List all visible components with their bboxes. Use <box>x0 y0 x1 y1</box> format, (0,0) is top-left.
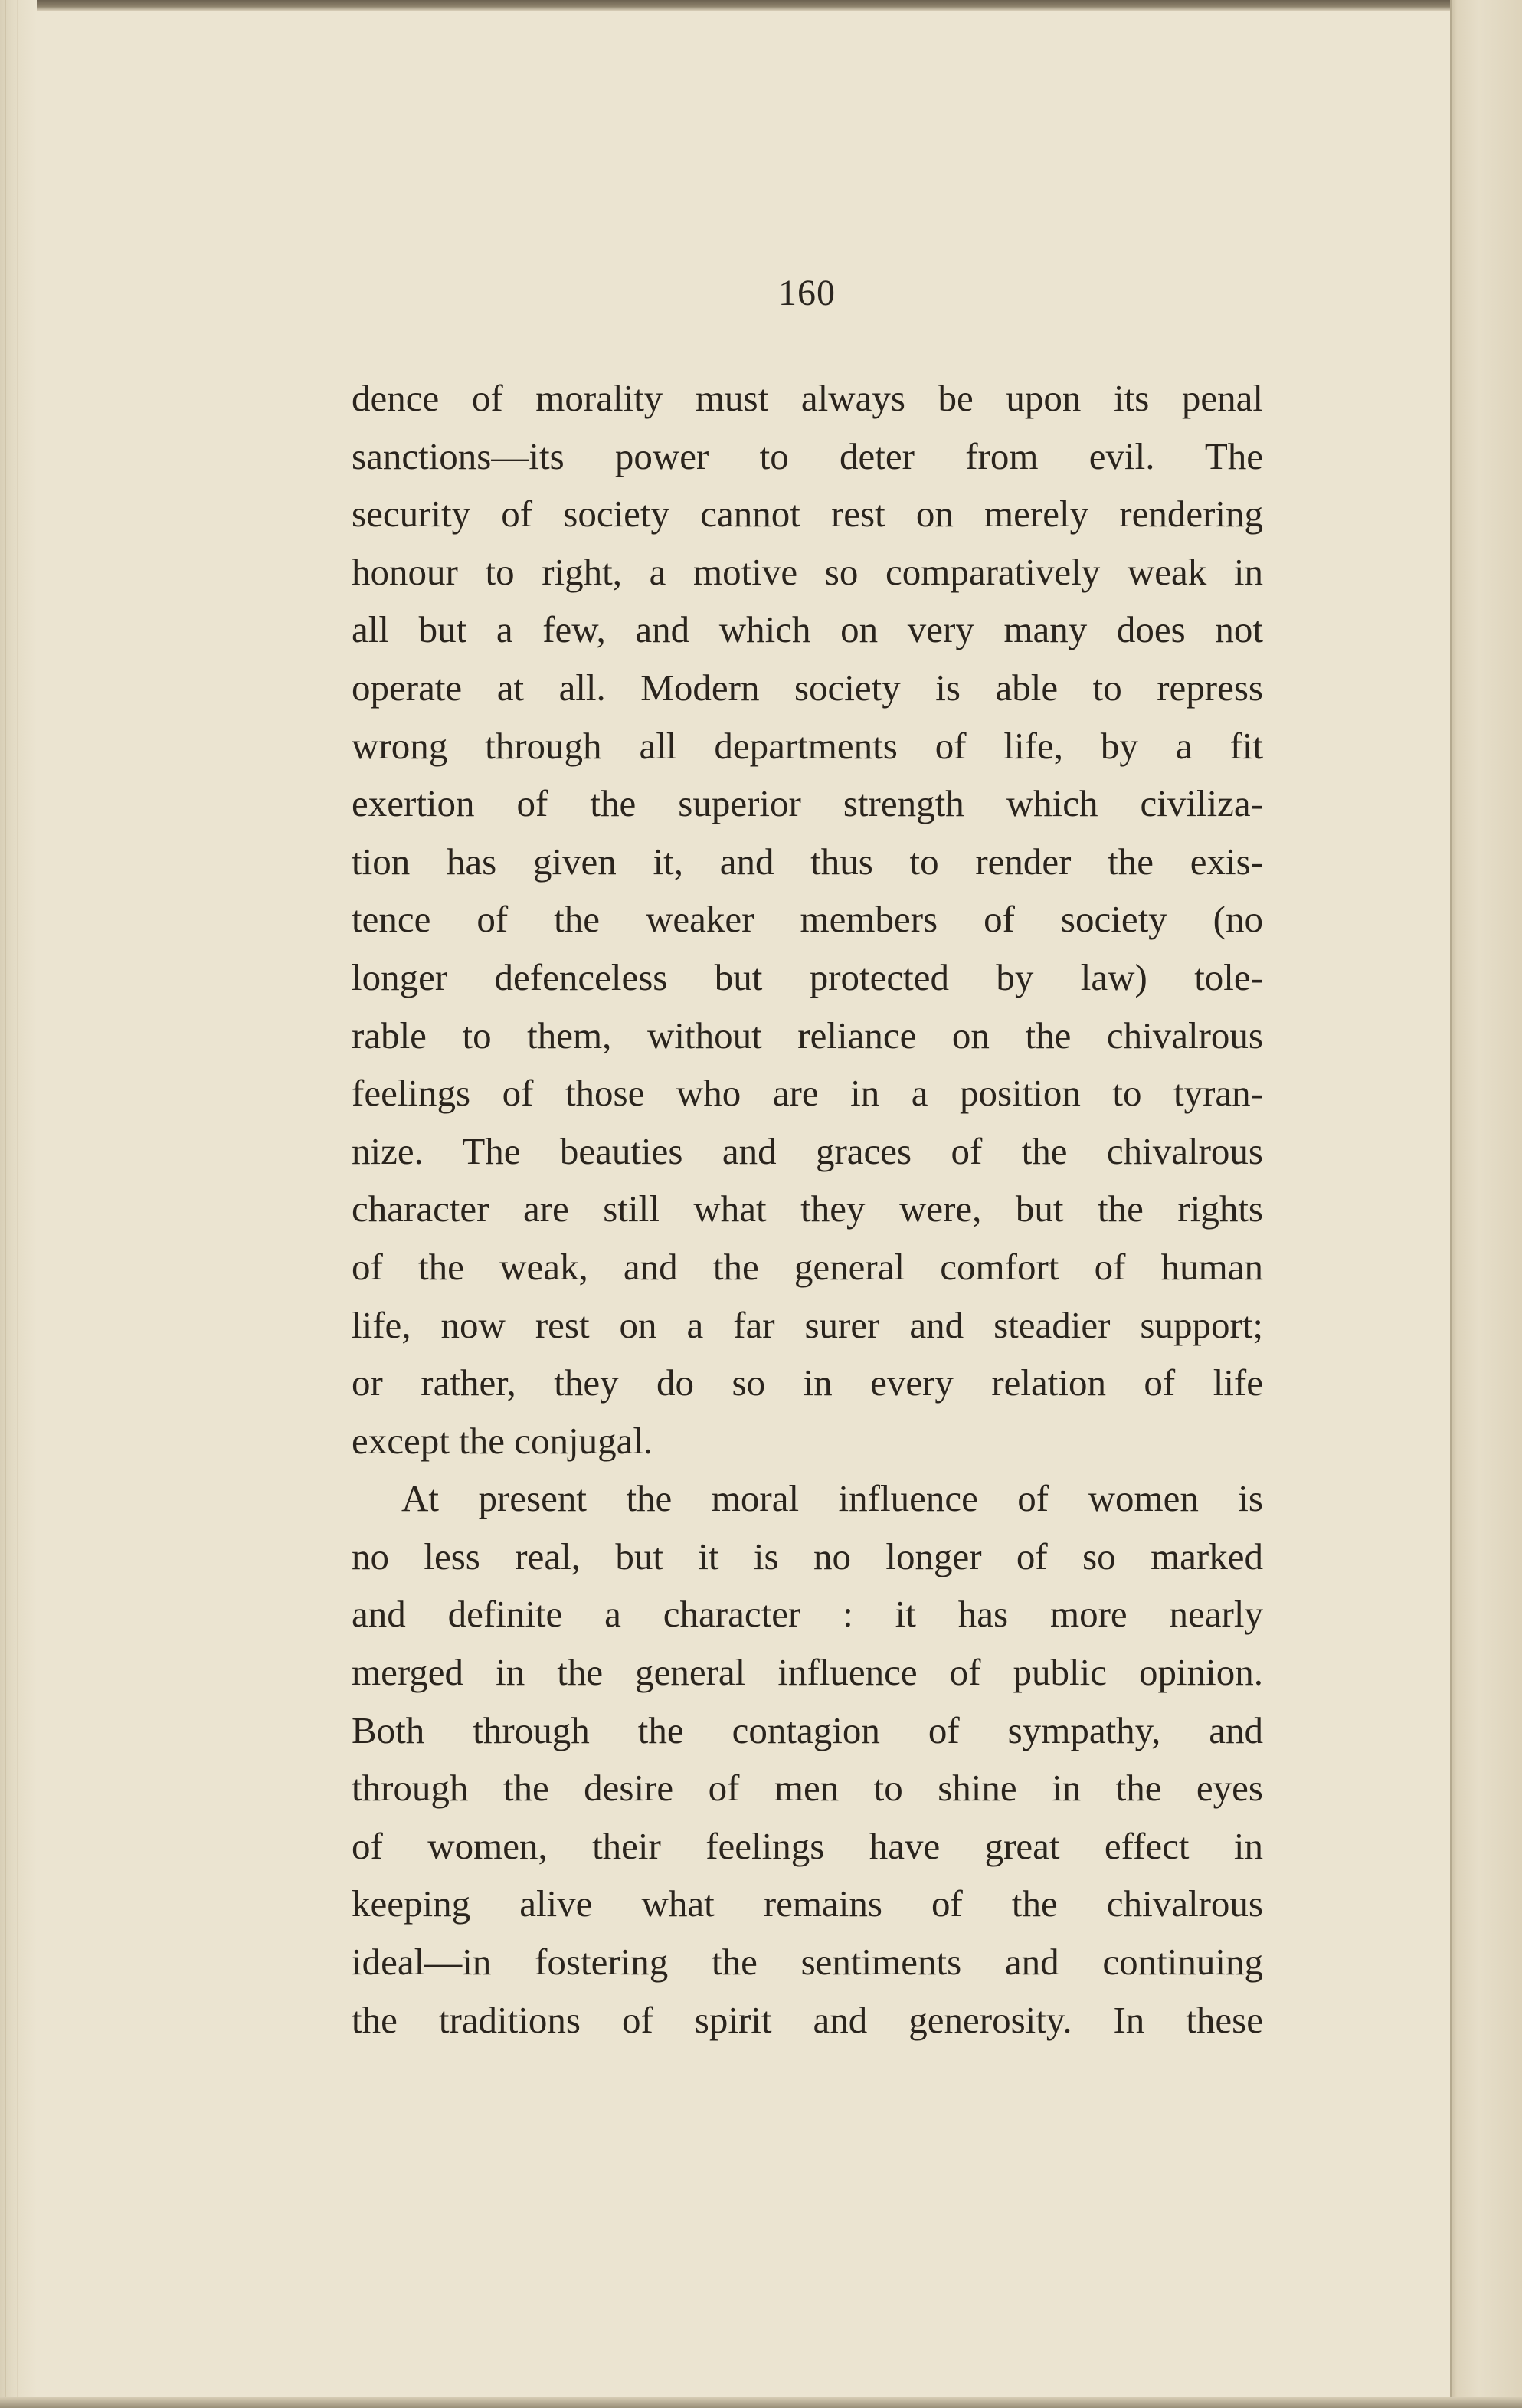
text-line: rable to them, without reliance on the chivalrous <box>352 1014 1263 1057</box>
text-line: and definite a character : it has more nearly <box>352 1593 1263 1636</box>
paragraph-end-line: except the conjugal. <box>352 1419 653 1462</box>
text-line: ideal—in fostering the sentiments and continuing <box>352 1941 1263 1984</box>
text-line: life, now rest on a far surer and steadier support; <box>352 1303 1263 1346</box>
text-line: exertion of the superior strength which civiliza- <box>352 782 1263 825</box>
scan-bottom-edge <box>0 2397 1522 2408</box>
text-line: keeping alive what remains of the chivalrous <box>352 1882 1263 1925</box>
text-line: feelings of those who are in a position to tyran- <box>352 1072 1263 1115</box>
text-line: security of society cannot rest on merely rendering <box>352 493 1263 536</box>
page-number: 160 <box>778 273 836 313</box>
text-line: longer defenceless but protected by law) tole- <box>352 955 1263 998</box>
text-line: honour to right, a motive so comparatively weak in <box>352 550 1263 593</box>
text-line: of women, their feelings have great effect in <box>352 1824 1263 1867</box>
text-line: Both through the contagion of sympathy, and <box>352 1709 1263 1751</box>
body-text <box>352 369 1263 2049</box>
text-line: dence of morality must always be upon its penal <box>352 377 1263 419</box>
text-line: sanctions—its power to deter from evil. The <box>352 434 1263 477</box>
text-line: tence of the weaker members of society (no <box>352 898 1263 941</box>
text-line: character are still what they were, but the rights <box>352 1188 1263 1230</box>
adjacent-page-edge <box>1450 0 1522 2408</box>
scan-top-edge <box>0 0 1522 11</box>
text-line: merged in the general influence of public opinion. <box>352 1651 1263 1694</box>
book-gutter <box>0 0 37 2408</box>
text-line: through the desire of men to shine in the eyes <box>352 1767 1263 1810</box>
text-line: nize. The beauties and graces of the chivalrous <box>352 1129 1263 1172</box>
text-line: operate at all. Modern society is able to repress <box>352 666 1263 709</box>
text-line: of the weak, and the general comfort of human <box>352 1245 1263 1288</box>
text-line: no less real, but it is no longer of so marked <box>352 1535 1263 1577</box>
text-line: or rather, they do so in every relation of life <box>352 1361 1263 1404</box>
text-line: tion has given it, and thus to render the exis- <box>352 840 1263 883</box>
text-line: all but a few, and which on very many does not <box>352 608 1263 651</box>
paragraph-start-line: At present the moral influence of women is <box>401 1477 1263 1520</box>
text-line: wrong through all departments of life, by a fit <box>352 724 1263 767</box>
text-line: the traditions of spirit and generosity. In these <box>352 1998 1263 2041</box>
